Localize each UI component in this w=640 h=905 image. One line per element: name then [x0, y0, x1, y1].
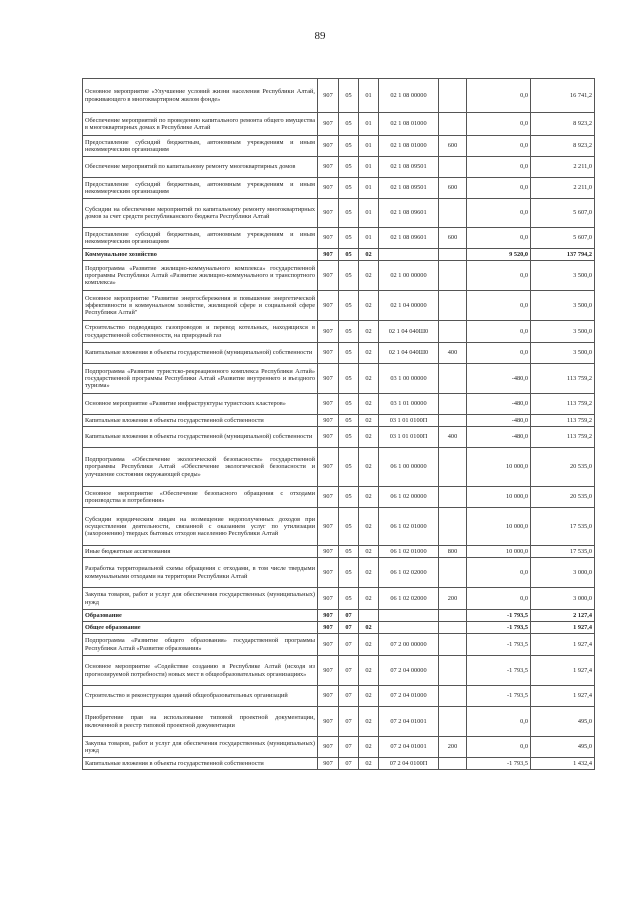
- cell-section-code: 07: [339, 737, 359, 758]
- cell-ministry-code: 907: [318, 622, 339, 634]
- cell-subsection-code: 02: [359, 321, 379, 343]
- table-row: [83, 737, 595, 758]
- cell-section-code: 07: [339, 610, 359, 622]
- cell-ministry-code: 907: [318, 321, 339, 343]
- cell-target-article: 02 1 08 09601: [379, 199, 439, 228]
- cell-subsection-code: 02: [359, 261, 379, 291]
- cell-ministry-code: 907: [318, 558, 339, 588]
- table-row: [83, 588, 595, 610]
- row-name: Строительство подводящих газопроводов и перевод котельных, находящихся в государственной собственности, на природный газ: [83, 321, 318, 343]
- cell-target-article: 02 1 08 01000: [379, 113, 439, 136]
- cell-subsection-code: 02: [359, 364, 379, 394]
- cell-change-amount: -480,0: [467, 394, 531, 415]
- cell-change-amount: 10 000,0: [467, 508, 531, 546]
- table-row: [83, 558, 595, 588]
- cell-expense-type: [439, 656, 467, 686]
- cell-ministry-code: 907: [318, 427, 339, 448]
- table-row: [83, 487, 595, 508]
- cell-total-amount: 113 759,2: [531, 364, 595, 394]
- cell-change-amount: 0,0: [467, 707, 531, 737]
- cell-ministry-code: 907: [318, 737, 339, 758]
- cell-subsection-code: 01: [359, 157, 379, 178]
- row-name: Коммунальное хозяйство: [83, 249, 318, 261]
- cell-ministry-code: 907: [318, 634, 339, 656]
- cell-total-amount: 3 500,0: [531, 321, 595, 343]
- row-name: Подпрограмма «Развитие общего образования» государственной программы Республики Алтай «Развитие образования»: [83, 634, 318, 656]
- cell-section-code: 05: [339, 136, 359, 157]
- cell-total-amount: 3 500,0: [531, 291, 595, 321]
- cell-total-amount: 113 759,2: [531, 415, 595, 427]
- cell-target-article: 03 1 01 0100П: [379, 427, 439, 448]
- row-name: Предоставление субсидий бюджетным, автономным учреждениям и иным некоммерческим организациям: [83, 228, 318, 249]
- row-name: Подпрограмма «Развитие туристско-рекреационного комплекса Республики Алтай» государственной программы Республики Алтай «Развитие внутреннего и въездного туризма»: [83, 364, 318, 394]
- cell-subsection-code: [359, 610, 379, 622]
- row-name: Закупка товаров, работ и услуг для обеспечения государственных (муниципальных) нужд: [83, 588, 318, 610]
- cell-ministry-code: 907: [318, 113, 339, 136]
- cell-change-amount: 0,0: [467, 321, 531, 343]
- cell-section-code: 05: [339, 487, 359, 508]
- cell-change-amount: 0,0: [467, 178, 531, 199]
- cell-target-article: 03 1 01 00000: [379, 394, 439, 415]
- cell-section-code: 07: [339, 634, 359, 656]
- cell-section-code: 05: [339, 343, 359, 364]
- cell-total-amount: 1 927,4: [531, 656, 595, 686]
- cell-expense-type: [439, 79, 467, 113]
- cell-total-amount: 2 211,0: [531, 157, 595, 178]
- table-row: [83, 656, 595, 686]
- cell-expense-type: [439, 291, 467, 321]
- cell-total-amount: 8 923,2: [531, 136, 595, 157]
- cell-change-amount: -1 793,5: [467, 686, 531, 707]
- cell-target-article: 02 1 08 09501: [379, 178, 439, 199]
- table-row: [83, 321, 595, 343]
- cell-ministry-code: 907: [318, 178, 339, 199]
- cell-subsection-code: 02: [359, 291, 379, 321]
- cell-subsection-code: 02: [359, 707, 379, 737]
- cell-change-amount: 10 000,0: [467, 546, 531, 558]
- cell-expense-type: 800: [439, 546, 467, 558]
- cell-subsection-code: 01: [359, 199, 379, 228]
- cell-section-code: 05: [339, 321, 359, 343]
- cell-section-code: 05: [339, 364, 359, 394]
- cell-expense-type: [439, 364, 467, 394]
- row-name: Основное мероприятие «Развитие инфраструктуры туристских кластеров»: [83, 394, 318, 415]
- cell-ministry-code: 907: [318, 508, 339, 546]
- cell-total-amount: 137 794,2: [531, 249, 595, 261]
- cell-change-amount: -1 793,5: [467, 758, 531, 770]
- cell-expense-type: [439, 113, 467, 136]
- cell-ministry-code: 907: [318, 291, 339, 321]
- cell-subsection-code: 02: [359, 394, 379, 415]
- row-name: Основное мероприятие «Обеспечение безопасного обращения с отходами производства и потребления»: [83, 487, 318, 508]
- cell-subsection-code: 02: [359, 622, 379, 634]
- table-row: [83, 448, 595, 487]
- table-row: [83, 249, 595, 261]
- table-row: [83, 427, 595, 448]
- row-name: Общее образование: [83, 622, 318, 634]
- cell-target-article: 03 1 00 00000: [379, 364, 439, 394]
- cell-total-amount: 495,0: [531, 707, 595, 737]
- cell-ministry-code: 907: [318, 261, 339, 291]
- cell-total-amount: 5 607,0: [531, 199, 595, 228]
- cell-expense-type: [439, 686, 467, 707]
- cell-target-article: [379, 249, 439, 261]
- table-row: [83, 394, 595, 415]
- cell-target-article: 02 1 08 09601: [379, 228, 439, 249]
- cell-ministry-code: 907: [318, 364, 339, 394]
- row-name: Основное мероприятие "Развитие энергосбережения и повышение энергетической эффективности в коммунальном хозяйстве, жилищной сфере и социальной сфере Республики Алтай": [83, 291, 318, 321]
- table-row: [83, 758, 595, 770]
- cell-target-article: 02 1 08 09501: [379, 157, 439, 178]
- table-row: [83, 343, 595, 364]
- cell-ministry-code: 907: [318, 343, 339, 364]
- table-row: [83, 634, 595, 656]
- page-number: 89: [314, 30, 326, 42]
- cell-expense-type: 200: [439, 737, 467, 758]
- table-row: [83, 364, 595, 394]
- cell-target-article: 07 2 04 01001: [379, 737, 439, 758]
- cell-change-amount: 0,0: [467, 343, 531, 364]
- cell-target-article: 06 1 02 02000: [379, 588, 439, 610]
- cell-expense-type: 200: [439, 588, 467, 610]
- cell-section-code: 05: [339, 448, 359, 487]
- cell-ministry-code: 907: [318, 487, 339, 508]
- cell-ministry-code: 907: [318, 588, 339, 610]
- cell-section-code: 05: [339, 558, 359, 588]
- table-row: [83, 546, 595, 558]
- cell-expense-type: [439, 321, 467, 343]
- row-name: Иные бюджетные ассигнования: [83, 546, 318, 558]
- cell-expense-type: [439, 622, 467, 634]
- cell-expense-type: [439, 415, 467, 427]
- table-body: [83, 79, 595, 770]
- cell-total-amount: 3 000,0: [531, 588, 595, 610]
- cell-expense-type: 400: [439, 343, 467, 364]
- cell-expense-type: 600: [439, 228, 467, 249]
- cell-ministry-code: 907: [318, 394, 339, 415]
- cell-target-article: 07 2 00 00000: [379, 634, 439, 656]
- table-row: [83, 508, 595, 546]
- row-name: Капитальные вложения в объекты государственной собственности: [83, 415, 318, 427]
- cell-change-amount: 0,0: [467, 588, 531, 610]
- cell-section-code: 05: [339, 228, 359, 249]
- row-name: Капитальные вложения в объекты государственной собственности: [83, 758, 318, 770]
- cell-expense-type: [439, 610, 467, 622]
- cell-total-amount: 113 759,2: [531, 394, 595, 415]
- table-row: [83, 79, 595, 113]
- cell-total-amount: 5 607,0: [531, 228, 595, 249]
- row-name: Обеспечение мероприятий по капитальному ремонту многоквартирных домов: [83, 157, 318, 178]
- row-name: Подпрограмма «Обеспечение экологической безопасности» государственной программы Республики Алтай «Обеспечение экологической безопасности и улучшение состояния окружающей среды»: [83, 448, 318, 487]
- cell-change-amount: -480,0: [467, 415, 531, 427]
- cell-change-amount: 0,0: [467, 199, 531, 228]
- cell-subsection-code: 02: [359, 686, 379, 707]
- cell-target-article: 02 1 08 00000: [379, 79, 439, 113]
- cell-ministry-code: 907: [318, 686, 339, 707]
- cell-change-amount: 0,0: [467, 113, 531, 136]
- cell-ministry-code: 907: [318, 448, 339, 487]
- cell-subsection-code: 02: [359, 737, 379, 758]
- cell-section-code: 05: [339, 427, 359, 448]
- table-row: [83, 415, 595, 427]
- cell-total-amount: 16 741,2: [531, 79, 595, 113]
- cell-total-amount: 3 000,0: [531, 558, 595, 588]
- cell-subsection-code: 02: [359, 487, 379, 508]
- cell-change-amount: 0,0: [467, 136, 531, 157]
- cell-target-article: 02 1 04 040Ш0: [379, 343, 439, 364]
- cell-change-amount: 0,0: [467, 157, 531, 178]
- cell-target-article: 07 2 04 0100П: [379, 758, 439, 770]
- cell-total-amount: 3 500,0: [531, 261, 595, 291]
- cell-subsection-code: 01: [359, 79, 379, 113]
- cell-change-amount: 10 000,0: [467, 487, 531, 508]
- cell-ministry-code: 907: [318, 228, 339, 249]
- row-name: Капитальные вложения в объекты государственной (муниципальной) собственности: [83, 427, 318, 448]
- cell-expense-type: [439, 394, 467, 415]
- table-row: [83, 228, 595, 249]
- cell-change-amount: -1 793,5: [467, 610, 531, 622]
- table-row: [83, 622, 595, 634]
- cell-change-amount: 0,0: [467, 261, 531, 291]
- cell-expense-type: [439, 634, 467, 656]
- cell-expense-type: [439, 487, 467, 508]
- cell-target-article: 02 1 04 040Ш0: [379, 321, 439, 343]
- cell-ministry-code: 907: [318, 249, 339, 261]
- cell-subsection-code: 02: [359, 249, 379, 261]
- cell-subsection-code: 02: [359, 588, 379, 610]
- row-name: Образование: [83, 610, 318, 622]
- table-row: [83, 610, 595, 622]
- row-name: Предоставление субсидий бюджетным, автономным учреждениям и иным некоммерческим организациям: [83, 178, 318, 199]
- row-name: Основное мероприятие «Содействие созданию в Республике Алтай (исходя из прогнозируемой потребности) новых мест в общеобразовательных организациях»: [83, 656, 318, 686]
- cell-total-amount: 1 927,4: [531, 686, 595, 707]
- cell-subsection-code: 02: [359, 448, 379, 487]
- cell-section-code: 05: [339, 415, 359, 427]
- cell-target-article: 02 1 04 00000: [379, 291, 439, 321]
- cell-section-code: 07: [339, 758, 359, 770]
- cell-change-amount: 9 520,0: [467, 249, 531, 261]
- cell-total-amount: 1 927,4: [531, 634, 595, 656]
- cell-target-article: [379, 622, 439, 634]
- cell-expense-type: 600: [439, 178, 467, 199]
- cell-change-amount: 0,0: [467, 558, 531, 588]
- cell-ministry-code: 907: [318, 136, 339, 157]
- cell-target-article: 02 1 08 01000: [379, 136, 439, 157]
- cell-target-article: 06 1 02 00000: [379, 487, 439, 508]
- cell-subsection-code: 02: [359, 656, 379, 686]
- cell-target-article: 07 2 04 01000: [379, 686, 439, 707]
- cell-expense-type: [439, 558, 467, 588]
- cell-expense-type: [439, 448, 467, 487]
- cell-change-amount: 0,0: [467, 291, 531, 321]
- cell-subsection-code: 02: [359, 634, 379, 656]
- row-name: Подпрограмма «Развитие жилищно-коммунального комплекса» государственной программы Республики Алтай «Развитие жилищно-коммунального и транспортного комплекса»: [83, 261, 318, 291]
- cell-change-amount: 0,0: [467, 737, 531, 758]
- cell-total-amount: 2 127,4: [531, 610, 595, 622]
- row-name: Закупка товаров, работ и услуг для обеспечения государственных (муниципальных) нужд: [83, 737, 318, 758]
- cell-total-amount: 8 923,2: [531, 113, 595, 136]
- cell-ministry-code: 907: [318, 199, 339, 228]
- cell-ministry-code: 907: [318, 610, 339, 622]
- table-row: [83, 157, 595, 178]
- cell-expense-type: 400: [439, 427, 467, 448]
- row-name: Основное мероприятие «Улучшение условий жизни населения Республики Алтай, проживающего в многоквартирном жилом фонде»: [83, 79, 318, 113]
- table-row: [83, 113, 595, 136]
- cell-change-amount: 10 000,0: [467, 448, 531, 487]
- cell-total-amount: 1 927,4: [531, 622, 595, 634]
- cell-expense-type: [439, 261, 467, 291]
- cell-target-article: 06 1 02 01000: [379, 546, 439, 558]
- cell-change-amount: 0,0: [467, 228, 531, 249]
- cell-subsection-code: 02: [359, 415, 379, 427]
- cell-expense-type: [439, 199, 467, 228]
- cell-target-article: 03 1 01 0100П: [379, 415, 439, 427]
- cell-section-code: 05: [339, 178, 359, 199]
- cell-change-amount: -1 793,5: [467, 634, 531, 656]
- cell-section-code: 05: [339, 291, 359, 321]
- cell-section-code: 07: [339, 686, 359, 707]
- cell-total-amount: 17 535,0: [531, 546, 595, 558]
- cell-section-code: 05: [339, 508, 359, 546]
- cell-total-amount: 20 535,0: [531, 487, 595, 508]
- row-name: Субсидии на обеспечение мероприятий по капитальному ремонту многоквартирных домов за счет средств республиканского бюджета Республики Алтай: [83, 199, 318, 228]
- cell-section-code: 05: [339, 588, 359, 610]
- cell-total-amount: 113 759,2: [531, 427, 595, 448]
- cell-total-amount: 2 211,0: [531, 178, 595, 199]
- cell-subsection-code: 02: [359, 343, 379, 364]
- cell-subsection-code: 01: [359, 178, 379, 199]
- cell-subsection-code: 01: [359, 136, 379, 157]
- cell-ministry-code: 907: [318, 656, 339, 686]
- cell-total-amount: 20 535,0: [531, 448, 595, 487]
- cell-section-code: 05: [339, 157, 359, 178]
- cell-subsection-code: 02: [359, 427, 379, 448]
- cell-expense-type: [439, 707, 467, 737]
- cell-target-article: 07 2 04 00000: [379, 656, 439, 686]
- row-name: Строительство и реконструкция зданий общеобразовательных организаций: [83, 686, 318, 707]
- cell-section-code: 07: [339, 622, 359, 634]
- table-row: [83, 199, 595, 228]
- table-row: [83, 136, 595, 157]
- cell-total-amount: 495,0: [531, 737, 595, 758]
- cell-subsection-code: 02: [359, 508, 379, 546]
- cell-section-code: 05: [339, 249, 359, 261]
- cell-expense-type: [439, 508, 467, 546]
- cell-target-article: 06 1 00 00000: [379, 448, 439, 487]
- table-row: [83, 686, 595, 707]
- cell-ministry-code: 907: [318, 79, 339, 113]
- cell-section-code: 05: [339, 546, 359, 558]
- cell-total-amount: 3 500,0: [531, 343, 595, 364]
- cell-section-code: 05: [339, 199, 359, 228]
- cell-change-amount: 0,0: [467, 79, 531, 113]
- cell-section-code: 07: [339, 707, 359, 737]
- row-name: Приобретение прав на использование типовой проектной документации, включенной в реестр типовой проектной документации: [83, 707, 318, 737]
- cell-expense-type: [439, 758, 467, 770]
- cell-subsection-code: 02: [359, 546, 379, 558]
- cell-ministry-code: 907: [318, 157, 339, 178]
- row-name: Разработка территориальной схемы обращения с отходами, в том числе твердыми коммунальными отходами на территории Республики Алтай: [83, 558, 318, 588]
- table-row: [83, 707, 595, 737]
- cell-subsection-code: 01: [359, 113, 379, 136]
- cell-section-code: 05: [339, 79, 359, 113]
- cell-subsection-code: 01: [359, 228, 379, 249]
- cell-subsection-code: 02: [359, 758, 379, 770]
- cell-change-amount: -1 793,5: [467, 656, 531, 686]
- table-row: [83, 178, 595, 199]
- row-name: Капитальные вложения в объекты государственной (муниципальной) собственности: [83, 343, 318, 364]
- cell-ministry-code: 907: [318, 546, 339, 558]
- budget-table: [82, 78, 595, 770]
- cell-expense-type: [439, 157, 467, 178]
- cell-section-code: 05: [339, 261, 359, 291]
- cell-section-code: 07: [339, 656, 359, 686]
- cell-target-article: 06 1 02 01000: [379, 508, 439, 546]
- cell-change-amount: -480,0: [467, 427, 531, 448]
- cell-target-article: 02 1 00 00000: [379, 261, 439, 291]
- table-row: [83, 291, 595, 321]
- cell-ministry-code: 907: [318, 707, 339, 737]
- row-name: Предоставление субсидий бюджетным, автономным учреждениям и иным некоммерческим организациям: [83, 136, 318, 157]
- cell-expense-type: 600: [439, 136, 467, 157]
- cell-target-article: [379, 610, 439, 622]
- cell-total-amount: 1 432,4: [531, 758, 595, 770]
- cell-expense-type: [439, 249, 467, 261]
- cell-section-code: 05: [339, 394, 359, 415]
- row-name: Обеспечение мероприятий по проведению капитального ремонта общего имущества в многоквартирных домах в Республике Алтай: [83, 113, 318, 136]
- cell-target-article: 07 2 04 01001: [379, 707, 439, 737]
- cell-change-amount: -1 793,5: [467, 622, 531, 634]
- cell-ministry-code: 907: [318, 758, 339, 770]
- cell-subsection-code: 02: [359, 558, 379, 588]
- cell-change-amount: -480,0: [467, 364, 531, 394]
- cell-total-amount: 17 535,0: [531, 508, 595, 546]
- cell-ministry-code: 907: [318, 415, 339, 427]
- cell-target-article: 06 1 02 02000: [379, 558, 439, 588]
- cell-section-code: 05: [339, 113, 359, 136]
- row-name: Субсидии юридическим лицам на возмещение недополученных доходов при осуществлении деятельности, связанной с оказанием услуг по утилизации (захоронению) твердых бытовых отходов населению Республики Алтай: [83, 508, 318, 546]
- table-row: [83, 261, 595, 291]
